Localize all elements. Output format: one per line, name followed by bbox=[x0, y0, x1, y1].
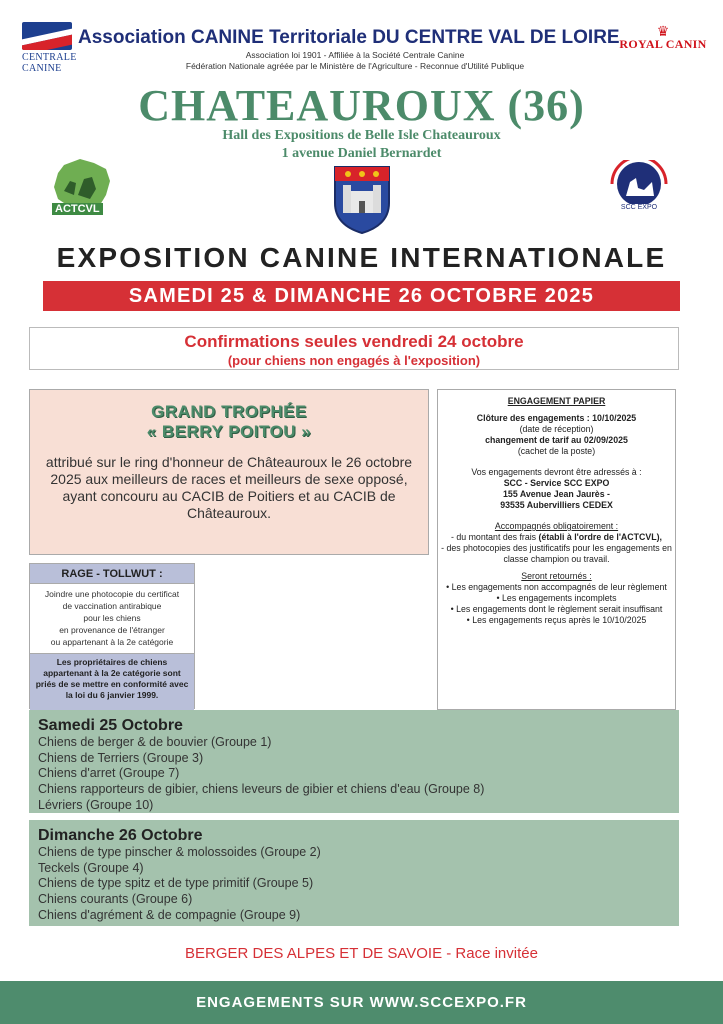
royal-canin-logo: ♛ ROYAL CANIN bbox=[619, 23, 707, 51]
group-item: Chiens de berger & de bouvier (Groupe 1) bbox=[38, 735, 272, 749]
trophy-description: attribué sur le ring d'honneur de Châteauroux le 26 octobre 2025 aux meilleurs de races et meilleurs de sexe opposé, ayant concouru au CACIB de Poitiers et au CACIB de Châteauroux. bbox=[45, 454, 413, 521]
association-title: Association CANINE Territoriale DU CENTRE VAL DE LOIRE bbox=[78, 27, 620, 48]
returned-item: • Les engagements dont le règlement serait insuffisant bbox=[450, 604, 663, 614]
association-federation: Fédération Nationale agréée par le Ministère de l'Agriculture - Reconnue d'Utilité Publique bbox=[185, 61, 525, 71]
rabies-title: RAGE - TOLLWUT : bbox=[30, 564, 194, 584]
confirmation-notice bbox=[29, 327, 679, 370]
paper-registration-panel bbox=[437, 389, 676, 710]
group-item: Chiens courants (Groupe 6) bbox=[38, 892, 193, 907]
postmark-note: (cachet de la poste) bbox=[517, 446, 596, 456]
group-item: Lévriers (Groupe 10) bbox=[38, 797, 154, 812]
trophy-panel bbox=[29, 389, 429, 555]
confirmation-sub: (pour chiens non engagés à l'exposition) bbox=[227, 353, 481, 368]
address-intro: Vos engagements devront être adressés à : bbox=[471, 467, 642, 477]
group-item: Teckels (Groupe 4) bbox=[38, 860, 144, 875]
confirmation-main: Confirmations seules vendredi 24 octobre bbox=[184, 332, 524, 351]
city-title: CHATEAUROUX (36) bbox=[138, 81, 585, 130]
price-change-date: changement de tarif au 02/09/2025 bbox=[485, 435, 628, 445]
rabies-law-notice: Les propriétaires de chiens appartenant à la 2e catégorie sont priés de se mettre en conformité avec la loi du 6 janvier 1999. bbox=[30, 653, 194, 710]
trophy-subtitle: « BERRY POITOU » bbox=[146, 422, 312, 441]
centrale-canine-text: CENTRALE CANINE bbox=[22, 52, 77, 74]
accompaniment-heading: Accompagnés obligatoirement : bbox=[494, 521, 619, 531]
sunday-heading: Dimanche 26 Octobre bbox=[38, 827, 203, 844]
address-line: SCC - Service SCC EXPO bbox=[503, 478, 610, 488]
group-item: Chiens de type pinscher & molossoides (Groupe 2) bbox=[38, 845, 321, 859]
trophy-title: GRAND TROPHÉE bbox=[151, 402, 307, 421]
saturday-groups bbox=[29, 710, 679, 813]
group-item: Chiens de Terriers (Groupe 3) bbox=[38, 750, 204, 765]
actcvl-logo: ACTCVL bbox=[50, 155, 114, 219]
scc-expo-logo: SCC EXPO bbox=[608, 160, 670, 222]
returned-heading: Seront retournés : bbox=[521, 571, 592, 581]
association-affiliation: Association loi 1901 - Affiliée à la Société Centrale Canine bbox=[245, 50, 465, 60]
group-item: Chiens d'agrément & de compagnie (Groupe 9) bbox=[38, 907, 301, 922]
rabies-instructions: Joindre une photocopie du certificat de vaccination antirabique pour les chiens en provenance de l'étranger ou appartenant à la 2e catégorie bbox=[30, 584, 194, 653]
returned-item: • Les engagements non accompagnés de leur règlement bbox=[446, 582, 667, 592]
saturday-heading: Samedi 25 Octobre bbox=[38, 717, 183, 734]
venue-name: Hall des Expositions de Belle Isle Chateauroux bbox=[222, 128, 501, 143]
returned-item: • Les engagements reçus après le 10/10/2025 bbox=[466, 615, 647, 625]
address-line: 155 Avenue Jean Jaurès - bbox=[503, 489, 610, 499]
group-item: Chiens de type spitz et de type primitif (Groupe 5) bbox=[38, 876, 314, 891]
address-line: 93535 Aubervilliers CEDEX bbox=[500, 500, 613, 510]
event-dates-banner: SAMEDI 25 & DIMANCHE 26 OCTOBRE 2025 bbox=[43, 281, 680, 311]
invited-breed: BERGER DES ALPES ET DE SAVOIE - Race invitée bbox=[185, 945, 538, 962]
returned-item: • Les engagements incomplets bbox=[496, 593, 617, 603]
exhibition-title: EXPOSITION CANINE INTERNATIONALE bbox=[56, 242, 667, 273]
rabies-panel bbox=[29, 563, 195, 709]
registration-heading: ENGAGEMENT PAPIER bbox=[507, 396, 606, 406]
group-item: Chiens rapporteurs de gibier, chiens leveurs de gibier et chiens d'eau (Groupe 8) bbox=[38, 782, 485, 797]
accompaniment-fees: - du montant des frais (établi à l'ordre de l'ACTCVL), bbox=[451, 532, 662, 542]
closing-date: Clôture des engagements : 10/10/2025 bbox=[476, 413, 637, 423]
centrale-canine-logo bbox=[22, 22, 78, 74]
centrale-canine-flag-icon bbox=[22, 22, 72, 50]
coat-of-arms-icon bbox=[333, 165, 391, 235]
accompaniment-documents: - des photocopies des justificatifs pour les engagements en classe champion ou travail. bbox=[441, 543, 672, 564]
reception-note: (date de réception) bbox=[519, 424, 594, 434]
venue-address: 1 avenue Daniel Bernardet bbox=[281, 146, 442, 161]
registration-website-banner: ENGAGEMENTS SUR WWW.SCCEXPO.FR bbox=[0, 981, 723, 1024]
dog-handler-icon bbox=[608, 160, 670, 204]
group-item: Chiens d'arret (Groupe 7) bbox=[38, 766, 180, 781]
crown-icon: ♛ bbox=[656, 23, 670, 39]
sunday-groups bbox=[29, 820, 679, 926]
